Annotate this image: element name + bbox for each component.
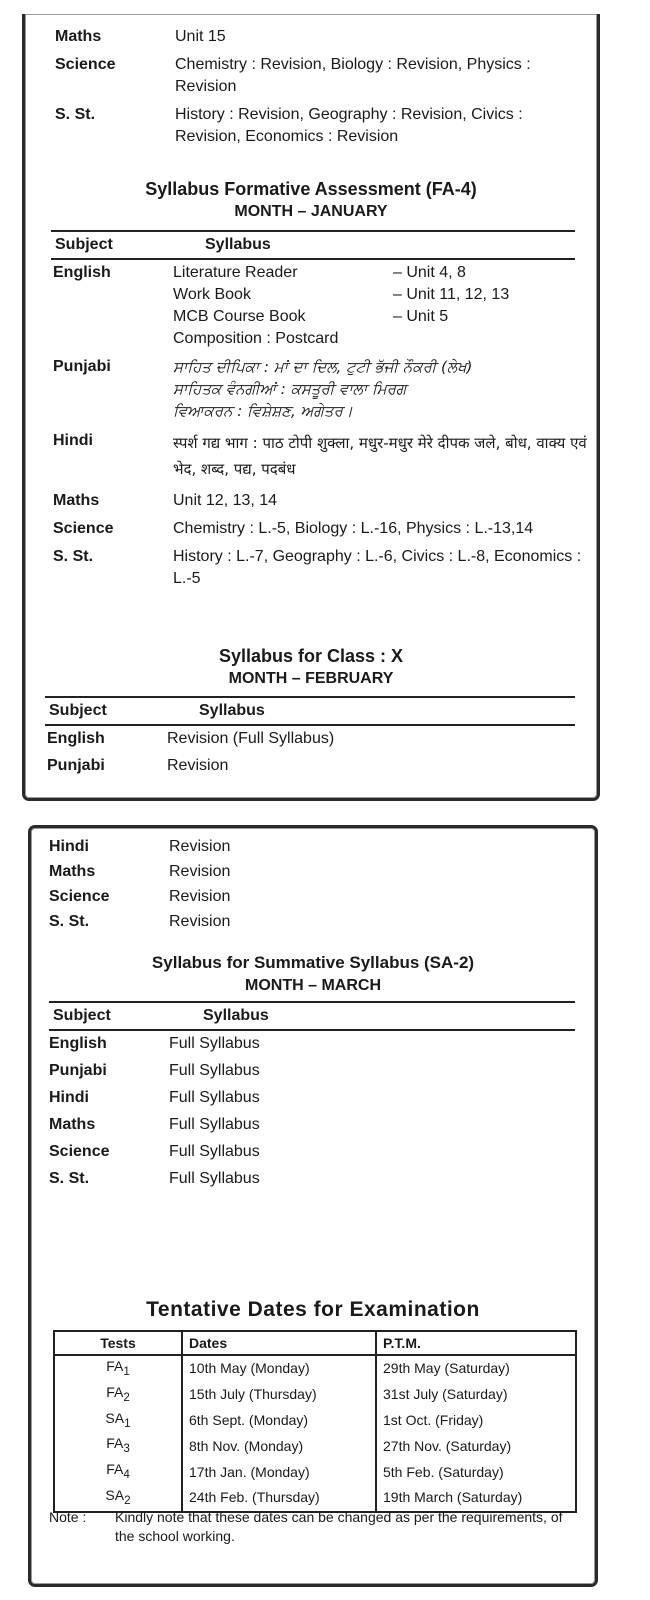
subject-row: [49, 886, 595, 908]
exam-note: [49, 1508, 577, 1546]
header-subject: Subject: [55, 236, 113, 253]
exam-ptm: 1st Oct. (Friday): [376, 1408, 576, 1434]
feb-rows: [47, 728, 597, 782]
syllabus-text: Full Syllabus: [169, 1143, 260, 1160]
header-syllabus: Syllabus: [205, 236, 271, 253]
syllabus-text: Chemistry : Revision, Biology : Revision, Physics : Revision: [175, 56, 531, 95]
note-label: Note :: [49, 1509, 87, 1525]
test-number: 1: [123, 1364, 130, 1378]
english-item-title: Literature Reader: [173, 264, 298, 281]
subject-row: [49, 1087, 595, 1109]
exam-ptm: 19th March (Saturday): [376, 1485, 576, 1512]
sa2-table-header: [49, 1001, 575, 1031]
syllabus-text: Revision: [169, 838, 231, 855]
test-name: FA: [106, 1461, 124, 1478]
subject-name: Maths: [49, 1116, 96, 1133]
test-number: 3: [123, 1442, 130, 1456]
feb-month: MONTH – FEBRUARY: [228, 670, 394, 687]
subject-name: S. St.: [53, 548, 94, 565]
subject-name: English: [53, 264, 111, 281]
english-item-title: Work Book: [173, 286, 251, 303]
subject-row-punjabi: [53, 356, 597, 422]
subject-name: Punjabi: [49, 1062, 107, 1079]
exam-date: 15th July (Thursday): [182, 1382, 376, 1408]
syllabus-text: Full Syllabus: [169, 1035, 260, 1052]
syllabus-text: Full Syllabus: [169, 1062, 260, 1079]
exam-ptm: 31st July (Saturday): [376, 1382, 576, 1408]
english-item: [173, 284, 591, 306]
subject-row-science: [53, 518, 597, 540]
exam-row: [54, 1408, 576, 1434]
english-composition: Composition : Postcard: [173, 330, 339, 347]
header-syllabus: Syllabus: [199, 702, 265, 719]
top-section: [55, 26, 597, 154]
subject-name: Maths: [53, 492, 100, 509]
header-subject: Subject: [53, 1007, 111, 1024]
test-name: FA: [106, 1435, 124, 1452]
exam-ptm: 27th Nov. (Saturday): [376, 1433, 576, 1459]
subject-name: English: [47, 730, 105, 747]
syllabus-text: Revision: [169, 888, 231, 905]
exam-row: [54, 1355, 576, 1382]
subject-row: [55, 104, 597, 148]
fa4-heading: [25, 177, 597, 223]
punjabi-line: ਸਾਹਿਤ ਦੀਪਿਕਾ : ਮਾਂ ਦਾ ਦਿਲ, ਟੁਟੀ ਭੱਜੀ ਨੌਕਰੀ (ਲੇਖ): [173, 358, 473, 376]
subject-row: [49, 861, 595, 883]
exam-test: [54, 1382, 182, 1408]
punjabi-line: ਸਾਹਿਤਕ ਵੰਨਗੀਆਂ : ਕਸਤੂਰੀ ਵਾਲਾ ਮਿਰਗ: [173, 380, 407, 398]
col-header-ptm: P.T.M.: [376, 1331, 576, 1355]
syllabus-english: [173, 262, 597, 350]
subject-name: Science: [55, 56, 116, 73]
exam-dates-title: Tentative Dates for Examination: [146, 1298, 480, 1321]
test-name: SA: [105, 1486, 125, 1503]
fa4-title: Syllabus Formative Assessment (FA-4): [145, 179, 477, 199]
exam-row: [54, 1459, 576, 1485]
subject-row: [49, 1033, 595, 1055]
test-number: 2: [123, 1390, 130, 1404]
test-name: SA: [105, 1409, 125, 1426]
exam-date: 10th May (Monday): [182, 1355, 376, 1382]
exam-table-header-row: [54, 1331, 576, 1355]
subject-name: Hindi: [53, 432, 93, 449]
subject-name: Punjabi: [47, 757, 105, 774]
subject-row: [55, 54, 597, 98]
syllabus-text: Revision: [169, 913, 231, 930]
subject-name: Maths: [55, 28, 102, 45]
exam-date: 6th Sept. (Monday): [182, 1408, 376, 1434]
syllabus-hindi: स्पर्श गद्य भाग : पाठ टोपी शुक्ला, मधुर-मधुर मेरे दीपक जले, बोध, वाक्य एवं भेद, शब्द, पद्य, पदबंध: [173, 434, 587, 478]
english-item: [173, 306, 591, 328]
sa2-month: MONTH – MARCH: [245, 977, 381, 994]
subject-row: [47, 755, 597, 777]
header-subject: Subject: [49, 702, 107, 719]
test-name: FA: [106, 1383, 124, 1400]
sa2-title: Syllabus for Summative Syllabus (SA-2): [151, 953, 475, 972]
punjabi-line: ਵਿਆਕਰਨ : ਵਿਸ਼ੇਸ਼ਣ, ਅਗੇਤਰ।: [173, 402, 353, 420]
header-syllabus: Syllabus: [203, 1007, 269, 1024]
exam-row: [54, 1382, 576, 1408]
subject-row-maths: [53, 490, 597, 512]
subject-row: [47, 728, 597, 750]
syllabus-text: Full Syllabus: [169, 1116, 260, 1133]
sa2-heading: [31, 951, 595, 997]
subject-row-hindi: [53, 430, 597, 482]
syllabus-sst: History : L.-7, Geography : L.-6, Civics : L.-8, Economics : L.-5: [173, 548, 582, 587]
syllabus-text: Unit 15: [175, 28, 226, 45]
fa4-month: MONTH – JANUARY: [234, 203, 388, 220]
subject-name: Science: [49, 888, 110, 905]
col-header-dates: Dates: [182, 1331, 376, 1355]
syllabus-text: Revision (Full Syllabus): [167, 730, 335, 747]
fa4-table-header: [51, 230, 575, 260]
syllabus-text: Full Syllabus: [169, 1089, 260, 1106]
syllabus-page-top: [22, 14, 600, 801]
syllabus-punjabi: [173, 356, 597, 422]
test-number: 4: [123, 1467, 130, 1481]
english-item-detail: – Unit 11, 12, 13: [393, 286, 510, 303]
feb-continued-rows: [49, 836, 595, 936]
exam-row: [54, 1433, 576, 1459]
exam-test: [54, 1408, 182, 1434]
exam-test: [54, 1459, 182, 1485]
feb-heading: [25, 644, 597, 690]
syllabus-text: Revision: [167, 757, 229, 774]
subject-row-sst: [53, 546, 597, 590]
subject-row: [49, 1060, 595, 1082]
exam-date: 24th Feb. (Thursday): [182, 1485, 376, 1512]
syllabus-maths: Unit 12, 13, 14: [173, 492, 278, 509]
syllabus-text: Revision: [169, 863, 231, 880]
english-item-detail: – Unit 5: [393, 308, 449, 325]
subject-name: S. St.: [49, 1170, 90, 1187]
syllabus-science: Chemistry : L.-5, Biology : L.-16, Physics : L.-13,14: [173, 520, 534, 537]
test-number: 2: [124, 1493, 131, 1507]
sa2-rows: [49, 1033, 595, 1195]
subject-name: Science: [49, 1143, 110, 1160]
subject-name: S. St.: [49, 913, 90, 930]
feb-table-header: [45, 696, 575, 726]
subject-name: Science: [53, 520, 114, 537]
exam-test: [54, 1355, 182, 1382]
exam-test: [54, 1433, 182, 1459]
exam-ptm: 5th Feb. (Saturday): [376, 1459, 576, 1485]
feb-title: Syllabus for Class : X: [218, 646, 404, 666]
subject-name: English: [49, 1035, 107, 1052]
exam-ptm: 29th May (Saturday): [376, 1355, 576, 1382]
exam-date: 8th Nov. (Monday): [182, 1433, 376, 1459]
subject-row: [49, 911, 595, 933]
subject-name: S. St.: [55, 106, 96, 123]
subject-row: [49, 1141, 595, 1163]
english-item-detail: – Unit 4, 8: [393, 264, 466, 281]
subject-name: Hindi: [49, 1089, 89, 1106]
fa4-rows: [53, 262, 597, 596]
test-name: FA: [106, 1358, 124, 1374]
subject-name: Hindi: [49, 838, 89, 855]
subject-row: [49, 836, 595, 858]
note-text: Kindly note that these dates can be changed as per the requirements, of the school working.: [115, 1509, 563, 1544]
subject-row: [49, 1168, 595, 1190]
english-item-title: MCB Course Book: [173, 308, 306, 325]
syllabus-text: History : Revision, Geography : Revision, Civics : Revision, Economics : Revision: [175, 106, 523, 145]
exam-dates-table: [53, 1330, 577, 1513]
exam-date: 17th Jan. (Monday): [182, 1459, 376, 1485]
test-number: 1: [124, 1416, 131, 1430]
subject-row: [49, 1114, 595, 1136]
subject-name: Maths: [49, 863, 96, 880]
subject-name: Punjabi: [53, 358, 111, 375]
english-item: [173, 262, 591, 284]
subject-row-english: [53, 262, 597, 350]
subject-row: [55, 26, 597, 48]
syllabus-page-bottom: [28, 825, 598, 1587]
syllabus-text: Full Syllabus: [169, 1170, 260, 1187]
col-header-tests: Tests: [54, 1331, 182, 1355]
